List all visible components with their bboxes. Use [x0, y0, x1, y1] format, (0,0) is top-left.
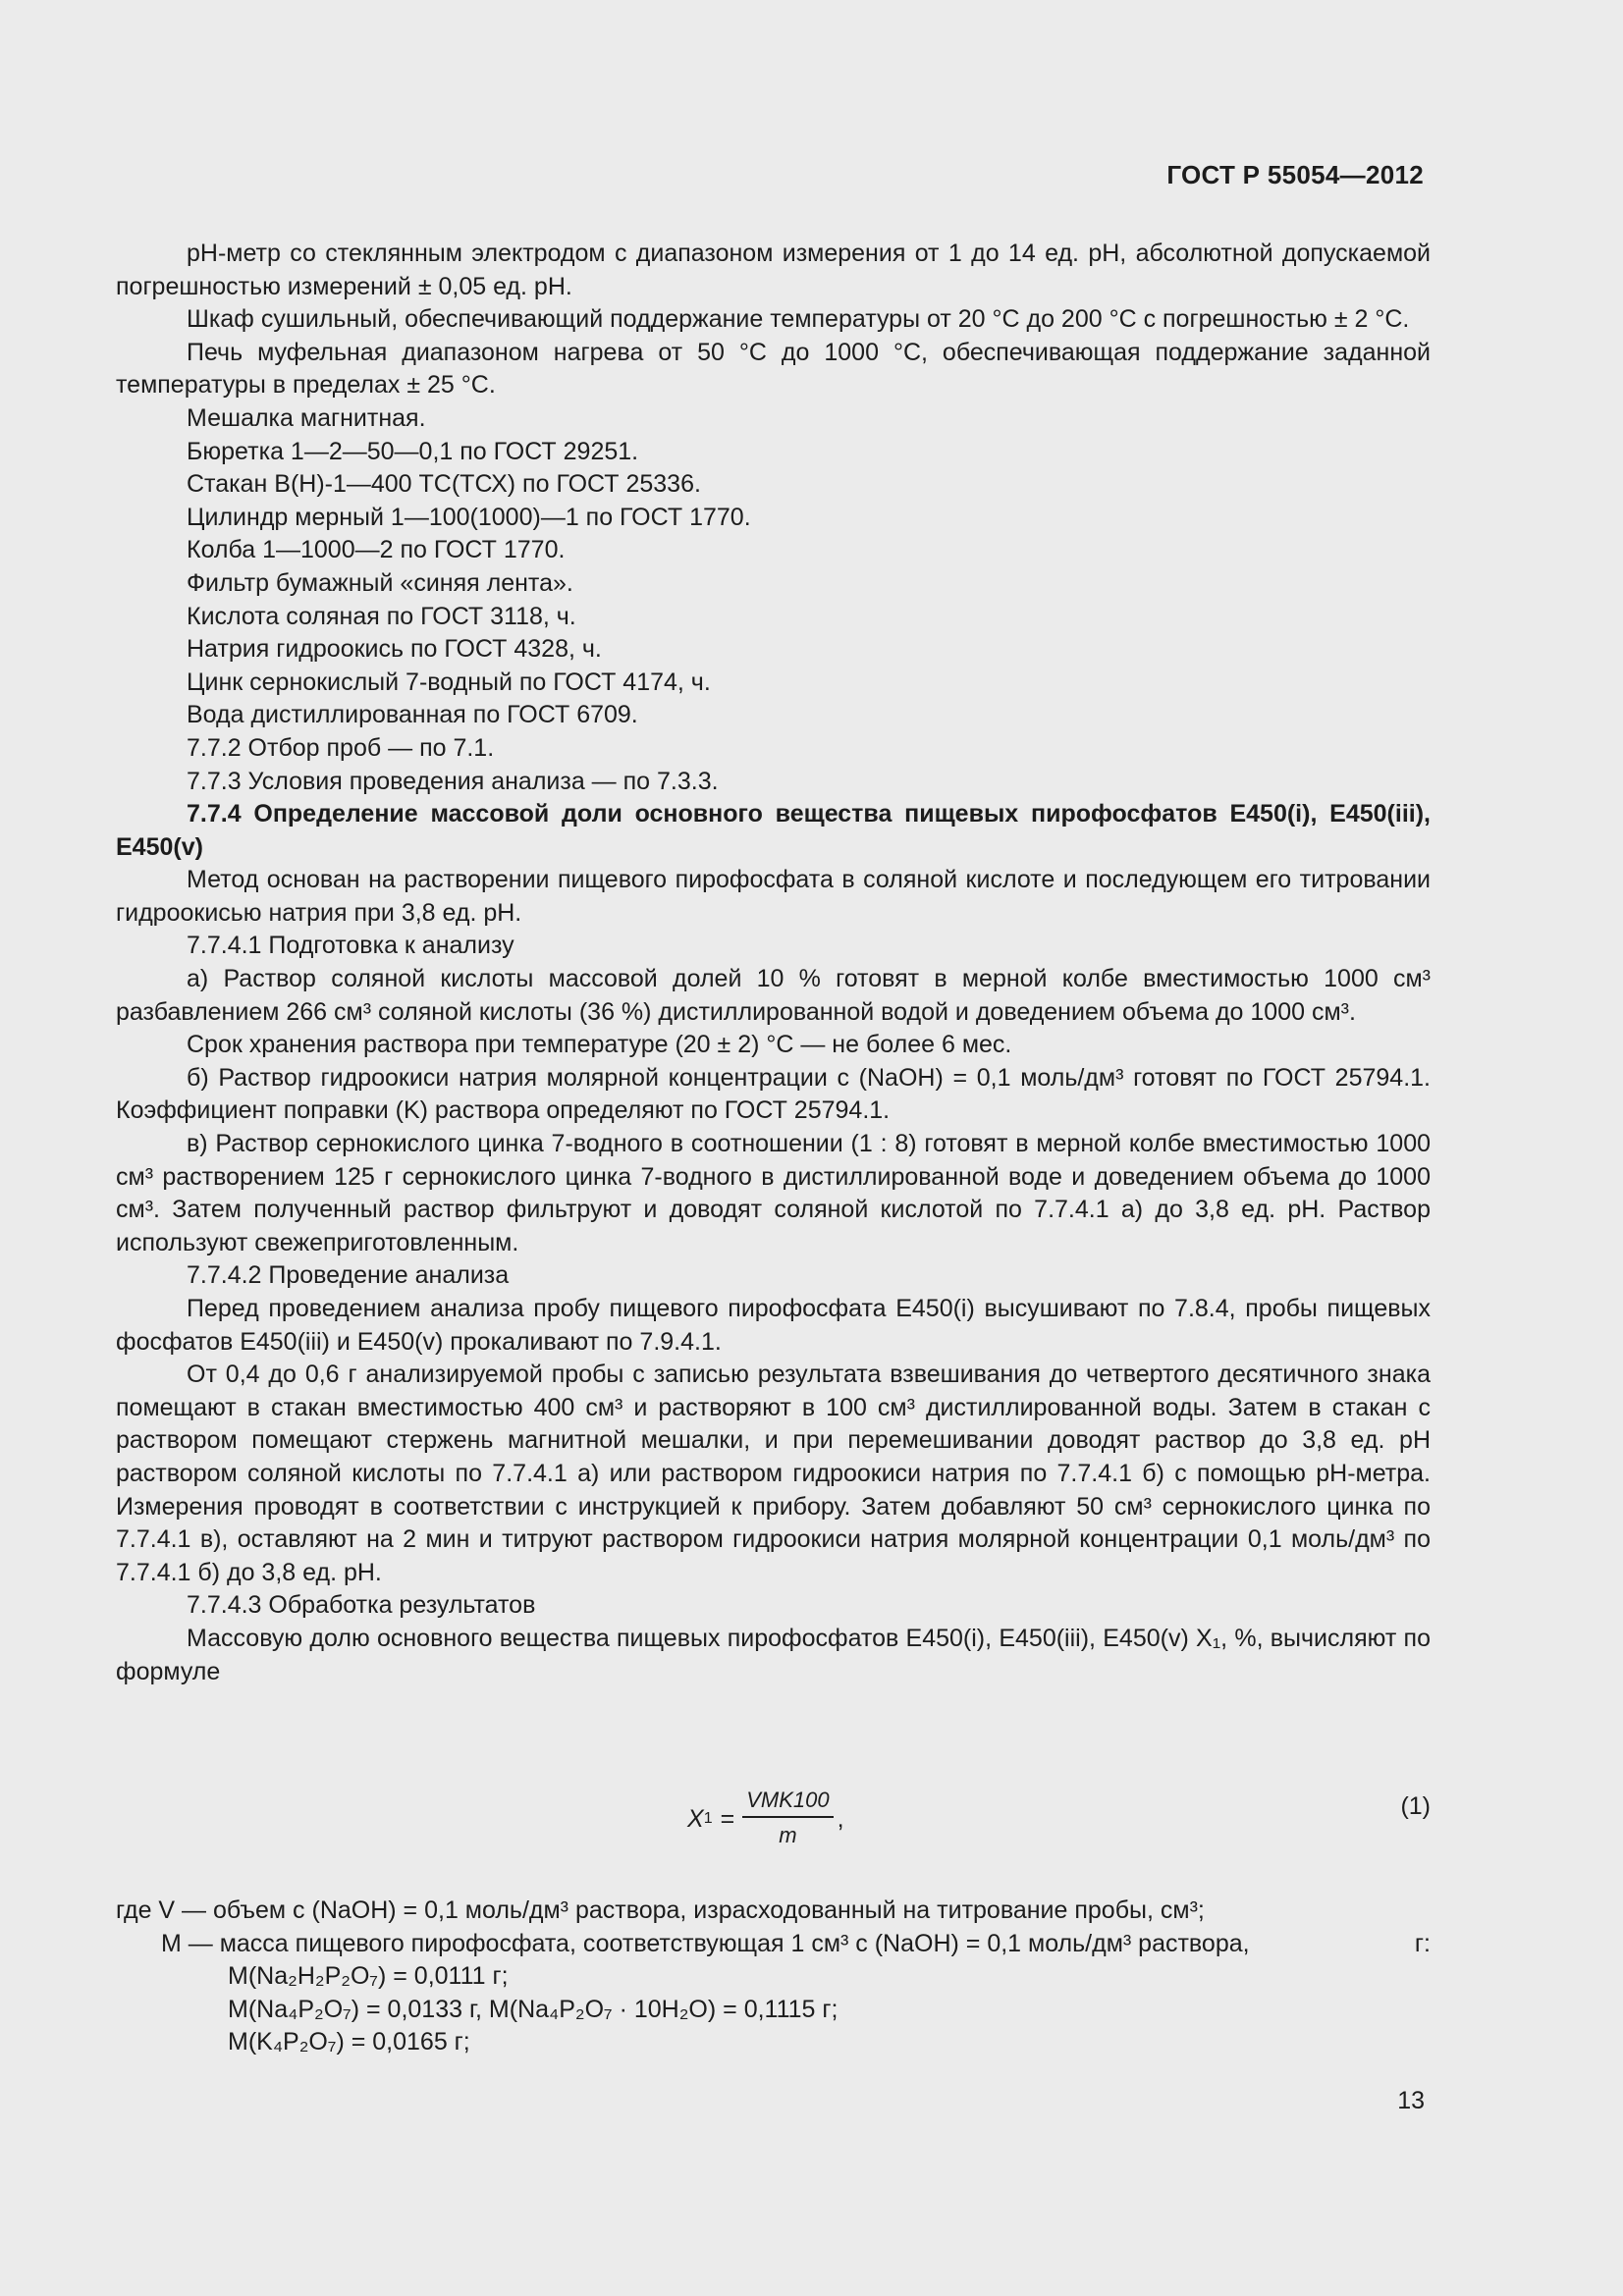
paragraph: Бюретка 1—2—50—0,1 по ГОСТ 29251.: [187, 437, 639, 465]
paragraph: pH-метр со стеклянным электродом с диапазоном измерения от 1 до 14 ед. pH, абсолютной допускаемой погрешностью измерений ± 0,05 ед. pH.: [116, 240, 1431, 300]
definition-m: [116, 1928, 1431, 1961]
paragraph: а) Раствор соляной кислоты массовой долей 10 % готовят в мерной колбе вместимостью 1000 см³ разбавлением 266 см³ соляной кислоты (36 %) дистиллированной водой и доведением объема до 1000 см³.: [116, 965, 1431, 1026]
standard-header: ГОСТ Р 55054—2012: [1166, 160, 1424, 189]
section-heading: 7.7.4 Определение массовой доли основного вещества пищевых пирофосфатов Е450(i), Е450(iii), Е450(v): [116, 800, 1431, 861]
paragraph: Цинк сернокислый 7-водный по ГОСТ 4174, ч.: [187, 667, 711, 696]
paragraph: Метод основан на растворении пищевого пирофосфата в соляной кислоте и последующем его титровании гидроокисью натрия при 3,8 ед. pH.: [116, 866, 1431, 927]
body-text: [116, 238, 1431, 1688]
formula-definitions: [116, 1895, 1431, 2059]
formula-lhs: X: [687, 1804, 704, 1833]
formula-numerator: VMK100: [742, 1785, 833, 1818]
paragraph: 7.7.4.2 Проведение анализа: [187, 1261, 510, 1290]
paragraph: Шкаф сушильный, обеспечивающий поддержание температуры от 20 °С до 200 °С с погрешностью ± 2 °С.: [187, 305, 1410, 334]
paragraph: От 0,4 до 0,6 г анализируемой пробы с записью результата взвешивания до четвертого десятичного знака помещают в стакан вместимостью 400 см³ и растворяют в 100 см³ дистиллированной воды. Затем в стакан с раствором помещают стержень магнитной мешалки, и при перемешивании доводят раствор до 3,8 ед. pH раствором соляной кислоты по 7.7.4.1 а) или раствором гидроокиси натрия по 7.7.4.1 б) с помощью pH-метра. Измерения проводят в соответствии с инструкцией к прибору. Затем добавляют 50 см³ сернокислого цинка по 7.7.4.1 в), оставляют на 2 мин и титруют раствором гидроокиси натрия молярной концентрации 0,1 моль/дм³ по 7.7.4.1 б) до 3,8 ед. pH.: [116, 1361, 1431, 1586]
definition-m-text: M — масса пищевого пирофосфата, соответствующая 1 см³ с (NaOH) = 0,1 моль/дм³ раствора,: [161, 1929, 1250, 1957]
paragraph: Мешалка магнитная.: [187, 403, 426, 432]
paragraph: 7.7.2 Отбор проб — по 7.1.: [187, 733, 495, 762]
formula-equals: =: [720, 1804, 735, 1833]
paragraph: Колба 1—1000—2 по ГОСТ 1770.: [187, 536, 566, 564]
formula-denominator: m: [779, 1823, 797, 1847]
paragraph: Печь муфельная диапазоном нагрева от 50 °С до 1000 °С, обеспечивающая поддержание заданной температуры в пределах ± 25 °С.: [116, 338, 1431, 400]
paragraph: 7.7.4.3 Обработка результатов: [187, 1591, 536, 1620]
paragraph: Натрия гидроокись по ГОСТ 4328, ч.: [187, 635, 602, 664]
paragraph: в) Раствор сернокислого цинка 7-водного в соотношении (1 : 8) готовят в мерной колбе вместимостью 1000 см³ растворением 125 г сернокислого цинка 7-водного в дистиллированной воде и доведением объема до 1000 см³. Затем полученный раствор фильтруют и доводят соляной кислотой по 7.7.4.1 а) до 3,8 ед. pH. Раствор используют свежеприготовленным.: [116, 1130, 1431, 1256]
formula-comma: ,: [837, 1804, 844, 1833]
molar-mass-line: M(K₄P₂O₇) = 0,0165 г;: [228, 2028, 470, 2056]
paragraph: Перед проведением анализа пробу пищевого пирофосфата Е450(i) высушивают по 7.8.4, пробы пищевых фосфатов Е450(iii) и Е450(v) прокаливают по 7.9.4.1.: [116, 1295, 1431, 1356]
formula-fraction: [742, 1785, 833, 1853]
formula-number: (1): [1400, 1792, 1431, 1820]
paragraph: Цилиндр мерный 1—100(1000)—1 по ГОСТ 1770.: [187, 503, 751, 531]
formula: X 1 = $\frac{\text{VMK100}}{m}$ ,: [687, 1785, 844, 1853]
paragraph: Вода дистиллированная по ГОСТ 6709.: [187, 701, 638, 729]
paragraph: Фильтр бумажный «синяя лента».: [187, 568, 573, 597]
paragraph: Срок хранения раствора при температуре (20 ± 2) °С — не более 6 мес.: [187, 1031, 1012, 1059]
paragraph: б) Раствор гидроокиси натрия молярной концентрации с (NaOH) = 0,1 моль/дм³ готовят по ГОСТ 25794.1. Коэффициент поправки (K) раствора определяют по ГОСТ 25794.1.: [116, 1063, 1431, 1125]
page-number: 13: [1397, 2087, 1425, 2114]
definition-m-unit: г:: [1414, 1929, 1431, 1957]
paragraph: 7.7.4.1 Подготовка к анализу: [187, 932, 514, 960]
paragraph: Стакан В(Н)-1—400 ТС(ТСХ) по ГОСТ 25336.: [187, 470, 701, 499]
molar-mass-line: M(Na₄P₂O₇) = 0,0133 г, M(Na₄P₂O₇ · 10H₂O) = 0,1115 г;: [228, 1995, 839, 2023]
definition-v: где V — объем с (NaOH) = 0,1 моль/дм³ раствора, израсходованный на титрование пробы, см³;: [116, 1896, 1205, 1924]
paragraph: Массовую долю основного вещества пищевых пирофосфатов Е450(i), Е450(iii), Е450(v) X₁, %, вычисляют по формуле: [116, 1624, 1431, 1685]
paragraph: Кислота соляная по ГОСТ 3118, ч.: [187, 602, 576, 630]
molar-mass-line: M(Na₂H₂P₂O₇) = 0,0111 г;: [228, 1962, 509, 1991]
paragraph: 7.7.3 Условия проведения анализа — по 7.3.3.: [187, 767, 719, 795]
